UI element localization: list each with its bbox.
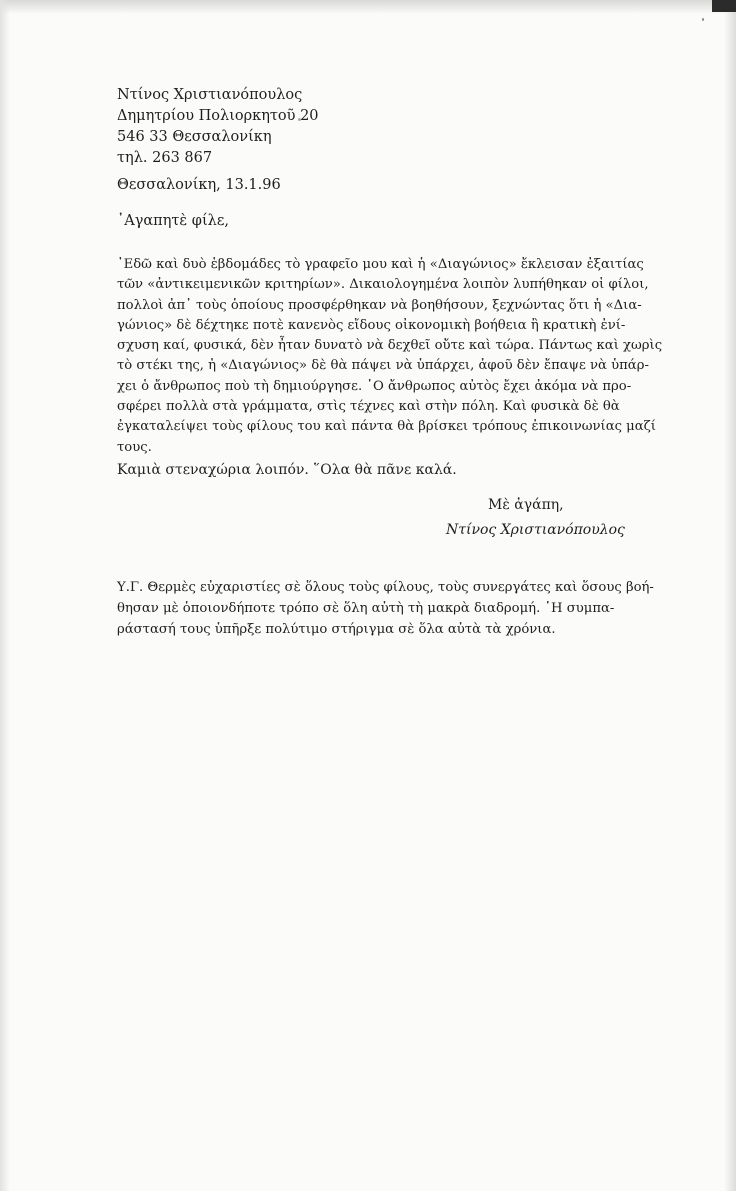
- body-line: ᾿Εδῶ καὶ δυὸ ἑβδομάδες τὸ γραφεῖο μου καὶ ἡ «Διαγώνιος» ἔκλεισαν ἐξαιτίας: [117, 257, 644, 272]
- body-line: σφέρει πολλὰ στὰ γράμματα, στὶς τέχνες καὶ στὴν πόλη. Καὶ φυσικὰ δὲ θὰ: [117, 399, 620, 415]
- date-line: Θεσσαλονίκη, 13.1.96: [117, 177, 281, 193]
- postscript: [117, 577, 654, 640]
- sender-city: 546 33 Θεσσαλονίκη: [117, 129, 272, 145]
- body-paragraph: [117, 255, 663, 458]
- valediction: Μὲ ἀγάπη,: [488, 497, 564, 513]
- body-line: γώνιος» δὲ δέχτηκε ποτὲ κανενὸς εἴδους οἰκονομικὴ βοήθεια ἢ κρατικὴ ἐνί-: [117, 317, 626, 333]
- body-line: τῶν «ἀντικειμενικῶν κριτηρίων». Δικαιολογημένα λοιπὸν λυπήθηκαν οἱ φίλοι,: [117, 277, 649, 293]
- postscript-line: θησαν μὲ ὁποιονδήποτε τρόπο σὲ ὅλη αὐτὴ τὴ μακρὰ διαδρομή. ῾Η συμπα-: [117, 601, 615, 616]
- body-line: ἐγκαταλείψει τοὺς φίλους του καὶ πάντα θὰ βρίσκει τρόπους ἐπικοινωνίας μαζί: [117, 419, 656, 435]
- scan-top-edge: [0, 0, 736, 14]
- postscript-line: ράστασή τους ὑπῆρξε πολύτιμο στήριγμα σὲ ὅλα αὐτὰ τὰ χρόνια.: [117, 622, 556, 637]
- sender-street: Δημητρίου Πολιορκητοῦ 20: [117, 108, 319, 124]
- scan-right-edge: [724, 0, 736, 1191]
- body-line: σχυση καί, φυσικά, δὲν ἦταν δυνατὸ νὰ δεχθεῖ οὔτε καὶ τώρα. Πάντως καὶ χωρὶς: [117, 338, 663, 354]
- scan-left-edge: [0, 0, 10, 1191]
- sender-phone: τηλ. 263 867: [117, 150, 213, 166]
- scan-corner-mark: [712, 0, 736, 12]
- sender-name: Ντίνος Χριστιανόπουλος: [117, 87, 303, 103]
- body-line: τὸ στέκι της, ἡ «Διαγώνιος» δὲ θὰ πάψει νὰ ὑπάρχει, ἀφοῦ δὲν ἔπαψε νὰ ὑπάρ-: [117, 358, 649, 374]
- scan-speck: [702, 18, 704, 21]
- body-line: χει ὁ ἄνθρωπος ποὺ τὴ δημιούργησε. ῾Ο ἄνθρωπος αὐτὸς ἔχει ἀκόμα νὰ προ-: [117, 378, 632, 394]
- sender-address-block: [117, 85, 319, 169]
- salutation: ᾿Αγαπητὲ φίλε,: [117, 213, 229, 229]
- body-line: πολλοὶ ἀπ᾿ τοὺς ὁποίους προσφέρθηκαν νὰ βοηθήσουν, ξεχνώντας ὅτι ἡ «Δια-: [117, 297, 642, 313]
- closing-line: Καμιὰ στεναχώρια λοιπόν. ῞Ολα θὰ πᾶνε καλά.: [117, 462, 457, 478]
- signature: Ντίνος Χριστιανόπουλος: [446, 522, 625, 538]
- postscript-line: Υ.Γ. Θερμὲς εὐχαριστίες σὲ ὅλους τοὺς φίλους, τοὺς συνεργάτες καὶ ὅσους βοή-: [117, 580, 654, 595]
- body-line: τους.: [117, 439, 152, 455]
